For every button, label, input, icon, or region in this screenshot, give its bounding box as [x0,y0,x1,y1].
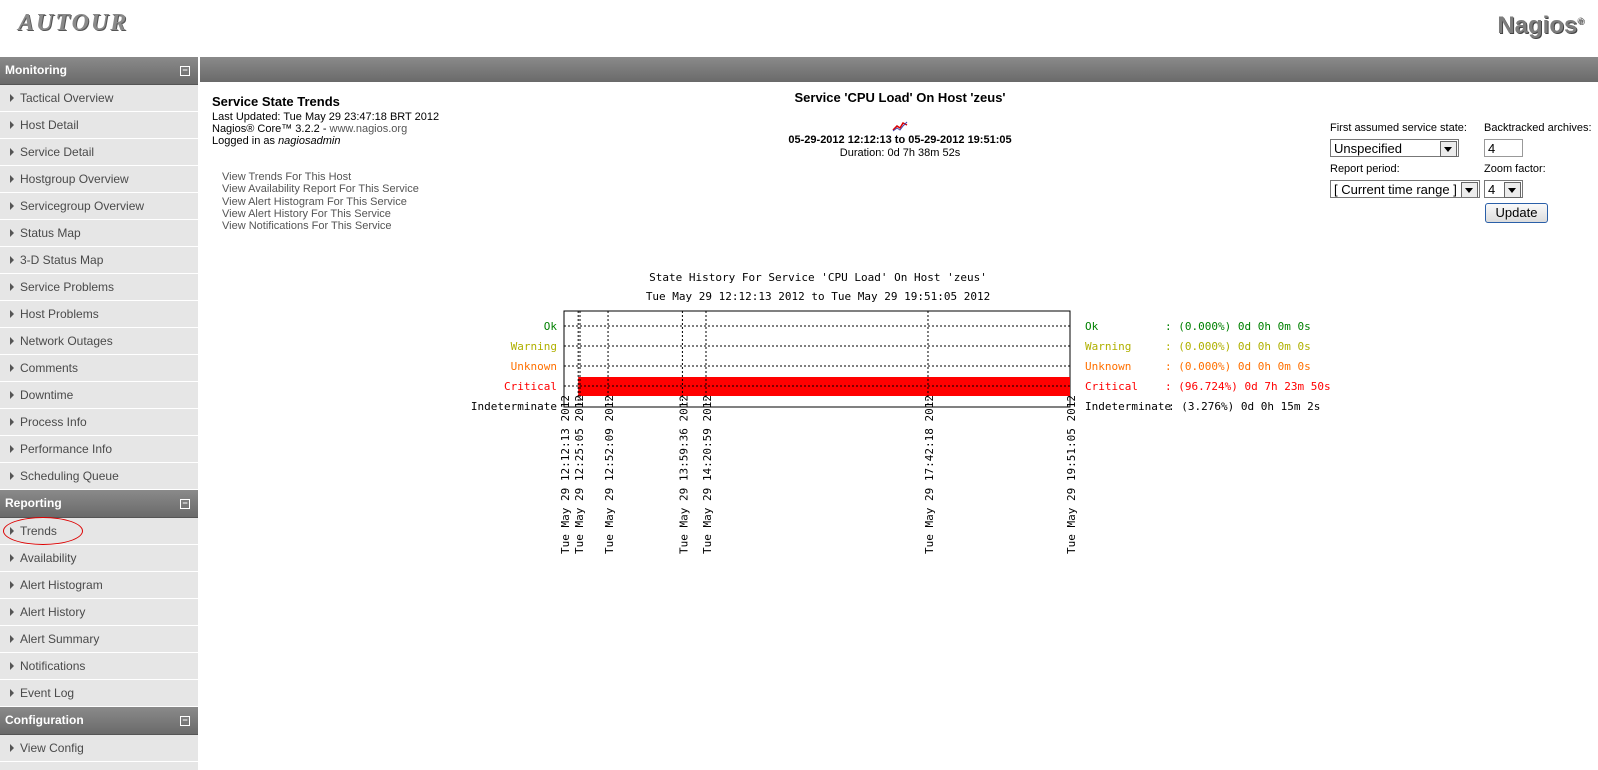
tick-label: Tue May 29 13:59:36 2012 [677,395,691,554]
backtracked-label: Backtracked archives: [1484,122,1592,134]
tick-label: Tue May 29 19:51:05 2012 [1065,395,1078,554]
nagios-logo-mark: ® [1577,16,1584,26]
update-button[interactable]: Update [1485,203,1548,223]
sidebar-item-label: Servicegroup Overview [20,199,145,213]
sidebar-item-label: Service Problems [20,280,115,294]
legend-summary-ok: : (0.000%) 0d 0h 0m 0s [1165,320,1311,333]
logged-in-label: Logged in as [212,135,279,147]
legend-state-ok: Ok [1085,320,1099,333]
sidebar-item-label: Service Detail [20,145,95,159]
sidebar-item-label: Status Map [20,226,81,240]
section-title: Configuration [5,713,84,727]
link-view-notifications[interactable]: View Notifications For This Service [222,220,392,233]
report-title: Service 'CPU Load' On Host 'zeus' [794,90,1006,105]
sidebar-item-label: Notifications [20,659,86,673]
legend-summary-critical: : (96.724%) 0d 7h 23m 50s [1165,380,1331,393]
sidebar-item-label: Process Info [20,415,87,429]
backtracked-input[interactable]: 4 [1484,139,1523,157]
sidebar-item-label: Performance Info [20,442,113,456]
zoom-label: Zoom factor: [1484,163,1546,175]
sidebar-item-label: Downtime [20,388,74,402]
sidebar-item-label: Scheduling Queue [20,469,119,483]
sidebar-item-label: Comments [20,361,79,375]
section-title: Monitoring [5,63,67,77]
report-period-value: [ Current time range ] [1334,182,1457,197]
page-title: Service State Trends [212,94,340,109]
last-updated: Last Updated: Tue May 29 23:47:18 BRT 2012 [212,111,440,123]
sidebar-item-label: Alert Histogram [20,578,103,592]
autour-logo[interactable]: AUTOUR [18,10,129,36]
zoom-value: 4 [1488,182,1496,197]
sidebar-item-label: Tactical Overview [20,91,114,105]
collapse-icon[interactable]: − [180,499,190,509]
state-label-unknown: Unknown [510,360,557,373]
state-label-indeterminate: Indeterminate [470,400,557,413]
sidebar-item-label: 3-D Status Map [20,253,104,267]
state-label-critical: Critical [504,380,557,393]
link-view-trends-host[interactable]: View Trends For This Host [222,171,352,183]
chart-title: State History For Service 'CPU Load' On Host 'zeus' [649,271,987,284]
collapse-icon[interactable]: − [180,66,190,76]
core-version-text: Nagios® Core™ 3.2.2 - [212,123,330,135]
collapse-icon[interactable]: − [180,716,190,726]
tick-label: Tue May 29 12:25:05 2012 [573,395,587,554]
state-label-warning: Warning [510,340,557,353]
section-title: Reporting [5,496,62,510]
nagios-site-link[interactable]: www.nagios.org [329,123,408,135]
sidebar-item-label: Network Outages [20,334,113,348]
tick-label: Tue May 29 12:12:13 2012 [559,395,572,554]
link-view-alert-histogram[interactable]: View Alert Histogram For This Service [222,195,407,208]
legend-state-unknown: Unknown [1085,360,1132,373]
sidebar-item-label: Alert History [20,605,86,619]
link-view-alert-history[interactable]: View Alert History For This Service [222,207,391,220]
legend-summary-unknown: : (0.000%) 0d 0h 0m 0s [1165,360,1311,373]
chart-subtitle: Tue May 29 12:12:13 2012 to Tue May 29 19:51:05 2012 [645,290,991,303]
first-state-value: Unspecified [1334,141,1402,156]
legend-state-warning: Warning [1085,340,1132,353]
legend-state-critical: Critical [1085,380,1138,393]
sidebar-item-label: Trends [20,524,57,538]
sidebar-item-label: Host Problems [20,307,99,321]
legend-summary-warning: : (0.000%) 0d 0h 0m 0s [1165,340,1311,353]
report-range: 05-29-2012 12:12:13 to 05-29-2012 19:51:05 [788,134,1012,146]
state-label-ok: Ok [543,320,557,333]
sidebar-item-label: Host Detail [20,118,79,132]
report-period-label: Report period: [1330,163,1400,175]
sidebar-item-label: Hostgroup Overview [20,172,129,186]
report-duration: Duration: 0d 7h 38m 52s [839,147,961,159]
sidebar-item-label: Event Log [20,686,75,700]
username: nagiosadmin [278,135,341,147]
sidebar-item-label: Alert Summary [20,632,100,646]
legend-state-indeterminate: Indeterminate [1085,400,1172,413]
sidebar-item-label: Availability [20,551,77,565]
tick-label: Tue May 29 17:42:18 2012 [922,395,936,554]
tick-label: Tue May 29 12:52:09 2012 [603,395,617,554]
sidebar-item-label: View Config [20,741,84,755]
legend-summary-indeterminate: : (3.276%) 0d 0h 15m 2s [1168,400,1321,413]
tick-label: Tue May 29 14:20:59 2012 [700,395,714,554]
nagios-logo-text: Nagios [1497,12,1578,39]
link-view-availability[interactable]: View Availability Report For This Service [222,183,419,196]
first-state-label: First assumed service state: [1330,122,1467,134]
